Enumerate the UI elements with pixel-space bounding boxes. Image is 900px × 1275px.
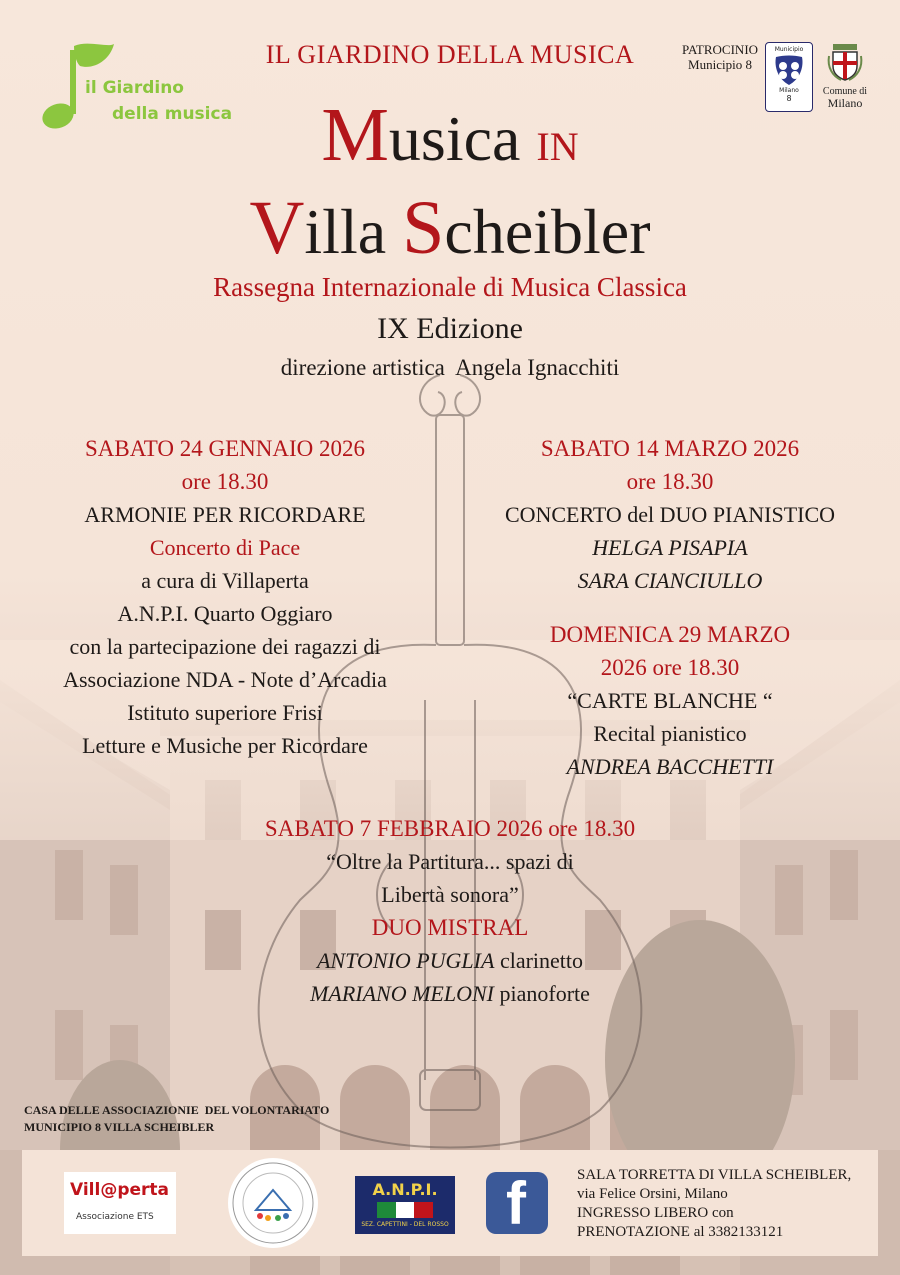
flag-white [396,1202,415,1218]
comune-label: Comune di [822,86,868,97]
title-cheibler: cheibler [444,196,651,267]
event-3-block [460,618,880,783]
logo-text-line2: della musica [112,104,233,124]
event-1-line: Istituto superiore Frisi [127,700,323,725]
event-1-date: SABATO 24 GENNAIO 2026 [84,436,366,461]
title-cap-m: M [321,93,389,177]
event-4-block [150,812,750,1010]
event-4-ensemble: DUO MISTRAL [371,915,529,940]
anpi-logo [355,1176,455,1234]
venue-note-line2: MUNICIPIO 8 VILLA SCHEIBLER [24,1120,215,1134]
event-3-performer: ANDREA BACCHETTI [566,754,774,779]
event-2-title: CONCERTO del DUO PIANISTICO [504,502,836,527]
patronage-text [680,42,760,72]
title-in: IN [536,124,579,169]
milano-coat-of-arms-icon [825,42,865,82]
title-cap-s: S [402,186,445,270]
event-1-line: Associazione NDA - Note d’Arcadia [63,667,387,692]
event-1-subtitle: Concerto di Pace [149,535,301,560]
organization-title: IL GIARDINO DELLA MUSICA [265,40,635,69]
anpi-label: A.N.P.I. [372,1180,438,1199]
event-2-date: SABATO 14 MARZO 2026 [540,436,800,461]
event-1-line: a cura di Villaperta [141,568,309,593]
event-1-line: con la partecipazione dei ragazzi di [69,634,381,659]
villaperta-subtitle: Associazione ETS [76,1212,154,1222]
event-1-time: ore 18.30 [181,469,269,494]
event-2-performer: HELGA PISAPIA [592,535,748,560]
event-1-title: ARMONIE PER RICORDARE [84,502,366,527]
municipio-emblem-icon [766,53,812,87]
event-1-line: Letture e Musiche per Ricordare [82,733,368,758]
event-2-time: ore 18.30 [626,469,714,494]
event-1-block [20,432,430,762]
event-3-date: DOMENICA 29 MARZO [549,622,791,647]
event-4-title-line1: “Oltre la Partitura... spazi di [326,849,574,874]
address-booking: PRENOTAZIONE al 3382133121 [577,1224,784,1240]
venue-note [24,1102,329,1136]
flag-red [414,1202,433,1218]
event-4-performer-1 [150,944,750,977]
event-3-time: 2026 ore 18.30 [600,655,740,680]
patronage-label: PATROCINIO [681,42,759,57]
comune-city: Milano [827,96,863,110]
municipio-badge-city: Milano [779,87,799,94]
main-title-line2 [0,188,900,272]
event-2-performer: SARA CIANCIULLO [577,568,763,593]
facebook-glyph: f [506,1170,526,1237]
subtitle-rassegna: Rassegna Internazionale di Musica Classica [213,272,687,302]
casa-associazioni-logo [228,1158,318,1248]
event-3-subtitle: Recital pianistico [593,721,747,746]
flag-green [377,1202,396,1218]
patronage-municipio: Municipio 8 [688,57,752,72]
anpi-section: SEZ. CAPETTINI - DEL ROSSO [361,1221,449,1228]
event-4-performer-2 [150,977,750,1010]
anpi-flag [377,1202,433,1218]
event-3-title: “CARTE BLANCHE “ [567,688,773,713]
title-illa: illa [304,196,387,267]
performer-instrument: pianoforte [494,981,590,1006]
municipio-badge-number: 8 [786,94,792,103]
performer-name: MARIANO MELONI [310,981,494,1006]
performer-instrument: clarinetto [494,948,584,973]
performer-name: ANTONIO PUGLIA [316,948,495,973]
municipio-badge-top-text: Municipio [774,46,804,53]
title-usica: usica [388,103,521,174]
volunteer-circle-emblem-icon [228,1158,318,1248]
edition-label: IX Edizione [377,312,523,345]
villaperta-logo [64,1172,176,1234]
venue-address [577,1166,851,1242]
event-2-block [460,432,880,597]
event-4-date: SABATO 7 FEBBRAIO 2026 ore 18.30 [264,816,636,841]
venue-note-line1: CASA DELLE ASSOCIAZIONIE DEL VOLONTARIATO [24,1103,330,1117]
footer-bar [22,1150,878,1256]
main-title-line1 [0,95,900,187]
address-entry: INGRESSO LIBERO con [577,1205,734,1221]
event-1-line: A.N.P.I. Quarto Oggiaro [117,601,333,626]
villaperta-name: Vill@perta [70,1180,170,1200]
address-street: via Felice Orsini, Milano [577,1186,728,1202]
title-cap-v: V [249,186,305,270]
logo-text-line1: il Giardino [85,78,184,98]
event-4-title-line2: Libertà sonora” [381,882,519,907]
artistic-direction: direzione artistica Angela Ignacchiti [280,355,620,380]
address-venue: SALA TORRETTA DI VILLA SCHEIBLER, [577,1167,852,1183]
facebook-icon[interactable] [486,1170,548,1237]
